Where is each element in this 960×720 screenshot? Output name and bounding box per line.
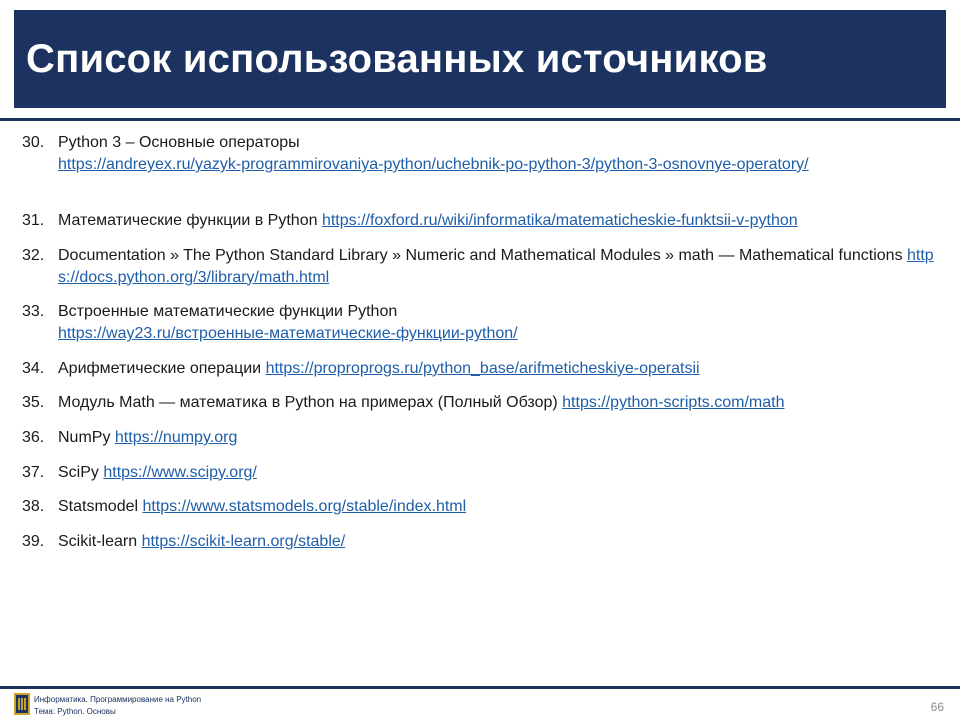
reference-body	[58, 358, 946, 380]
reference-item	[22, 392, 946, 414]
reference-item	[22, 301, 946, 345]
reference-link[interactable]: https://scikit-learn.org/stable/	[141, 532, 346, 550]
reference-item	[22, 531, 946, 553]
reference-text: SciPy	[58, 463, 104, 481]
reference-item	[22, 427, 946, 449]
reference-number: 38.	[22, 498, 45, 516]
title-divider	[0, 118, 960, 121]
reference-item	[22, 210, 946, 232]
reference-number: 33.	[22, 303, 45, 321]
reference-number: 34.	[22, 359, 45, 377]
reference-list	[22, 132, 946, 565]
reference-body	[58, 392, 946, 414]
reference-text: NumPy	[58, 428, 115, 446]
reference-body	[58, 427, 946, 449]
title-bar	[14, 10, 946, 108]
footer-course: Информатика. Программирование на Python	[34, 695, 202, 704]
footer-topic: Тема: Python. Основы	[34, 707, 116, 716]
reference-number: 36.	[22, 428, 45, 446]
reference-text: Python 3 – Основные операторы	[58, 134, 300, 151]
reference-link[interactable]: https://proproprogs.ru/python_base/arifmeticheskiye-operatsii	[265, 359, 700, 377]
reference-link[interactable]: https://www.scipy.org/	[103, 463, 257, 481]
footer-divider	[0, 686, 960, 689]
reference-body	[58, 462, 946, 484]
reference-link[interactable]: https://python-scripts.com/math	[562, 394, 785, 412]
reference-body	[58, 531, 946, 553]
reference-item	[22, 358, 946, 380]
reference-text: Встроенные математические функции Python	[58, 303, 398, 321]
reference-link[interactable]: https://foxford.ru/wiki/informatika/matematicheskie-funktsii-v-python	[321, 212, 798, 229]
reference-number: 39.	[22, 532, 45, 550]
reference-number: 37.	[22, 463, 45, 481]
reference-link[interactable]: https://andreyex.ru/yazyk-programmirovaniya-python/uchebnik-po-python-3/python-3-osnovnye-operatory/	[58, 156, 809, 173]
reference-number: 35.	[22, 394, 45, 412]
footer-caption	[34, 694, 201, 718]
reference-item	[22, 245, 946, 289]
reference-text: Scikit-learn	[58, 532, 142, 550]
reference-link[interactable]: https://www.statsmodels.org/stable/index.html	[142, 498, 467, 516]
reference-number: 32.	[22, 246, 45, 264]
reference-body	[58, 496, 946, 518]
reference-link[interactable]: https://docs.python.org/3/library/math.html	[58, 246, 934, 286]
reference-text: Documentation » The Python Standard Library » Numeric and Mathematical Modules » math — Mathematical functions	[58, 246, 908, 264]
reference-item	[22, 496, 946, 518]
reference-body	[58, 301, 946, 345]
reference-number: 30.	[22, 134, 45, 151]
reference-text: Statsmodel	[58, 498, 143, 516]
reference-item	[22, 132, 946, 176]
reference-link[interactable]: https://numpy.org	[114, 428, 238, 446]
university-logo-icon	[14, 693, 30, 715]
title-band	[0, 0, 960, 116]
reference-body	[58, 210, 946, 232]
reference-text: Математические функции в Python	[58, 212, 322, 229]
reference-item	[22, 462, 946, 484]
reference-text: Арифметические операции	[58, 359, 266, 377]
reference-text: Модуль Math — математика в Python на примерах (Полный Обзор)	[58, 394, 563, 412]
reference-body	[58, 245, 946, 289]
reference-body	[58, 132, 946, 176]
reference-link[interactable]: https://way23.ru/встроенные-математические-функции-python/	[58, 325, 518, 343]
reference-number: 31.	[22, 212, 45, 229]
slide-title: Список использованных источников	[26, 36, 768, 81]
page-number: 66	[930, 700, 944, 714]
